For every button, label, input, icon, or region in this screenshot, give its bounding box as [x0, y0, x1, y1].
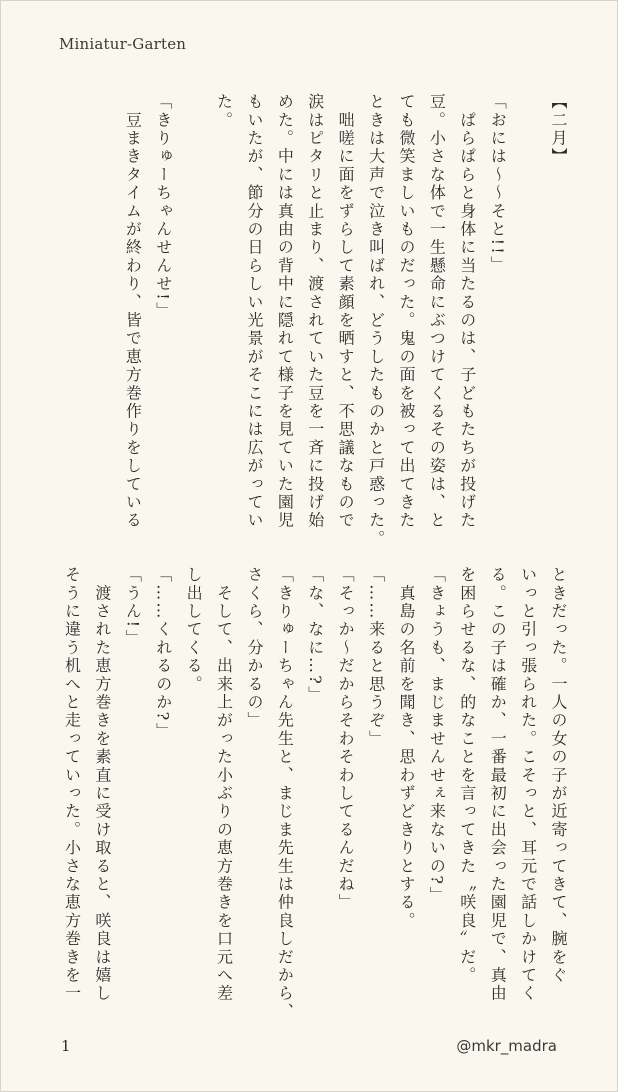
text-line: そうに違う机へと走っていった。小さな恵方巻きを一	[62, 566, 82, 1003]
text-line: 「おには〜〜そと!!」	[488, 93, 508, 275]
text-line: 「そっか〜だからそわそわしてるんだね」	[336, 566, 356, 912]
text-line: 「きりゅーちゃんせんせ!」	[153, 93, 173, 321]
text-line: 「きょうも、まじませんせぇ来ないの?」	[427, 566, 447, 905]
text-line: 豆まきタイムが終わり、皆で恵方巻作りをしている	[123, 93, 143, 530]
text-line: そして、出来上がった小ぶりの恵方巻きを口元へ差	[214, 566, 234, 1003]
text-line: し出してくる。	[184, 566, 204, 694]
text-line: 「……くれるのか?」	[153, 566, 173, 741]
text-line: 【二月】	[549, 93, 568, 166]
text-line	[512, 93, 542, 523]
text-line: 「うん!」	[123, 566, 143, 648]
text-line: 「な、なに…?」	[305, 566, 325, 705]
page-number: 1	[61, 1037, 71, 1055]
text-line: さくら、分かるの」	[244, 566, 264, 730]
text-line: 真島の名前を聞き、思わずどきりとする。	[396, 566, 416, 930]
text-block-bottom	[56, 566, 573, 1021]
text-line: ぱらぱらと身体に当たるのは、子どもたちが投げた	[457, 93, 477, 530]
author-handle: @mkr_madra	[456, 1037, 557, 1055]
text-line: 「……来ると思うぞ」	[366, 566, 386, 748]
text-line: 渡された恵方巻きを素直に受け取ると、咲良は嬉し	[92, 566, 112, 1003]
text-line: ときは大声で泣き叫ばれ、どうしたものかと戸惑った。	[366, 93, 386, 548]
text-line: 豆。小さな体で一生懸命にぶつけてくるその姿は、と	[427, 93, 447, 530]
text-line: を困らせるな、的なことを言ってきた〝咲良〟だ。	[457, 566, 477, 985]
text-block-top	[117, 93, 573, 548]
text-line: 咄嗟に面をずらして素顔を晒すと、不思議なもので	[336, 93, 356, 530]
text-line: めた。中には真由の背中に隠れて様子を見ていた園児	[275, 93, 295, 530]
text-line: 「きりゅーちゃん先生と、まじま先生は仲良しだから、	[275, 566, 295, 1021]
text-line: 涙はピタリと止まり、渡されていた豆を一斉に投げ始	[305, 93, 325, 530]
text-line	[178, 93, 208, 523]
text-line: た。	[214, 93, 234, 130]
text-line: ときだった。一人の女の子が近寄ってきて、腕をぐ	[549, 566, 568, 985]
running-header-title: Miniatur-Garten	[59, 35, 187, 53]
text-line: る。この子は確か、一番最初に出会った園児で、真由	[488, 566, 508, 1003]
text-line: もいたが、節分の日らしい光景がそこには広がってい	[244, 93, 264, 530]
text-line: いっと引っ張られた。こそっと、耳元で話しかけてく	[518, 566, 538, 1003]
text-line: ても微笑ましいものだった。鬼の面を被って出てきた	[396, 93, 416, 530]
